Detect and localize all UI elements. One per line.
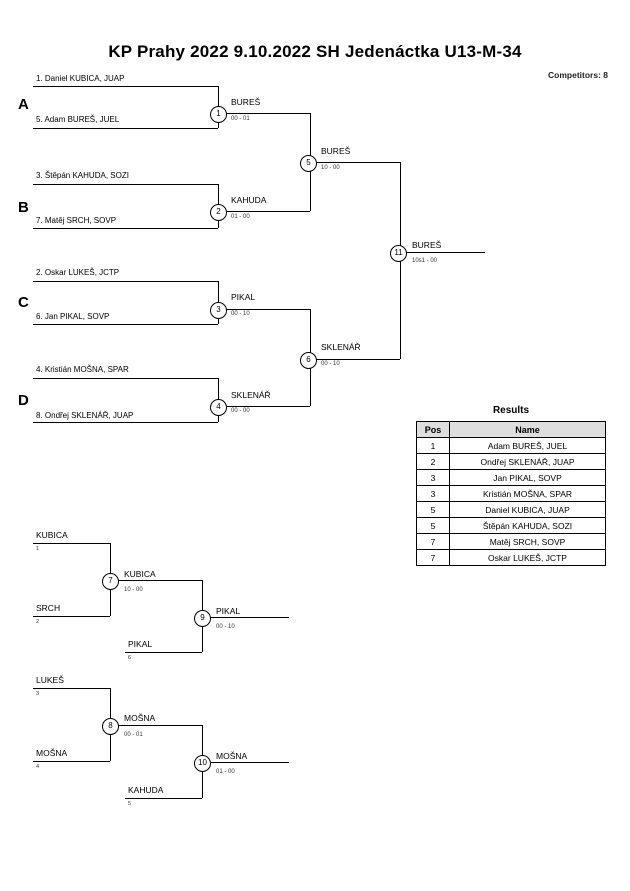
repechage-seed-6: 6 [128, 655, 132, 661]
bracket-line [33, 128, 218, 129]
match-winner-3: PIKAL [231, 292, 256, 302]
result-position: 7 [417, 550, 450, 566]
result-name: Daniel KUBICA, JUAP [450, 502, 606, 518]
match-node-8[interactable]: 8 [102, 718, 119, 735]
match-winner-11: BUREŠ [412, 240, 442, 250]
bracket-line [33, 543, 110, 544]
bracket-line [209, 762, 289, 763]
match-winner-1: BUREŠ [231, 97, 261, 107]
results-col-pos: Pos [417, 422, 450, 438]
bracket-line [33, 184, 218, 185]
match-node-7[interactable]: 7 [102, 573, 119, 590]
match-score-6: 00 - 10 [321, 361, 340, 367]
result-name: Adam BUREŠ, JUEL [450, 438, 606, 454]
match-score-5: 10 - 00 [321, 165, 340, 171]
result-position: 2 [417, 454, 450, 470]
bracket-line [33, 86, 218, 87]
match-node-3[interactable]: 3 [210, 302, 227, 319]
entry-4: 4. Kristián MOŠNA, SPAR [36, 365, 129, 374]
repechage-entry-srch: SRCH [36, 603, 61, 613]
repechage-entry-lukes: LUKEŠ [36, 675, 64, 685]
repechage-seed-4: 4 [36, 764, 40, 770]
repechage-seed-3: 3 [36, 691, 40, 697]
match-score-2: 01 - 00 [231, 214, 250, 220]
entry-6: 6. Jan PIKAL, SOVP [36, 312, 110, 321]
result-name: Jan PIKAL, SOVP [450, 470, 606, 486]
bracket-line [315, 359, 400, 360]
table-row [417, 438, 606, 454]
bracket-line [33, 616, 110, 617]
bracket-line [117, 725, 202, 726]
match-score-11: 10s1 - 00 [412, 258, 438, 264]
bracket-line [405, 252, 485, 253]
group-label-c: C [18, 294, 29, 311]
match-score-8: 00 - 01 [124, 732, 143, 738]
match-winner-4: SKLENÁŘ [231, 390, 271, 400]
competitors-count: Competitors: 8 [548, 70, 608, 80]
bracket-line [33, 324, 218, 325]
group-label-a: A [18, 96, 29, 113]
match-node-9[interactable]: 9 [194, 610, 211, 627]
bracket-line [33, 281, 218, 282]
results-col-name: Name [450, 422, 606, 438]
result-name: Ondřej SKLENÁŘ, JUAP [450, 454, 606, 470]
bracket-line [225, 309, 310, 310]
repechage-entry-kahuda: KAHUDA [128, 785, 164, 795]
repechage-entry-mosna: MOŠNA [36, 748, 68, 758]
results-panel [416, 405, 606, 566]
result-name: Matěj SRCH, SOVP [450, 534, 606, 550]
match-winner-8: MOŠNA [124, 713, 156, 723]
bracket-line [225, 406, 310, 407]
group-label-b: B [18, 199, 29, 216]
match-node-6[interactable]: 6 [300, 352, 317, 369]
result-name: Štěpán KAHUDA, SOZI [450, 518, 606, 534]
match-winner-7: KUBICA [124, 569, 156, 579]
result-position: 3 [417, 486, 450, 502]
table-row [417, 454, 606, 470]
results-title: Results [492, 405, 530, 416]
table-row [417, 502, 606, 518]
table-row [417, 550, 606, 566]
bracket-line [33, 228, 218, 229]
bracket-line [33, 688, 110, 689]
table-row [417, 470, 606, 486]
result-position: 7 [417, 534, 450, 550]
bracket-line [125, 652, 202, 653]
match-node-5[interactable]: 5 [300, 155, 317, 172]
match-score-10: 01 - 00 [216, 769, 235, 775]
table-row [417, 486, 606, 502]
repechage-seed-5: 5 [128, 801, 132, 807]
table-row [417, 518, 606, 534]
match-node-2[interactable]: 2 [210, 204, 227, 221]
group-label-d: D [18, 392, 29, 409]
table-row [417, 534, 606, 550]
entry-8: 8. Ondřej SKLENÁŘ, JUAP [36, 411, 134, 420]
bracket-line [209, 617, 289, 618]
bracket-line [117, 580, 202, 581]
entry-5: 5. Adam BUREŠ, JUEL [36, 115, 120, 124]
match-node-11[interactable]: 11 [390, 245, 407, 262]
entry-3: 3. Štěpán KAHUDA, SOZI [36, 171, 129, 180]
match-score-4: 00 - 00 [231, 408, 250, 414]
bracket-line [125, 798, 202, 799]
results-header-row [417, 422, 606, 438]
page-title: KP Prahy 2022 9.10.2022 SH Jedenáctka U13-M-34 [108, 42, 522, 61]
repechage-entry-pikal: PIKAL [128, 639, 153, 649]
result-position: 5 [417, 518, 450, 534]
match-score-7: 10 - 00 [124, 587, 143, 593]
bracket-line [33, 378, 218, 379]
repechage-entry-kubica: KUBICA [36, 530, 68, 540]
repechage-seed-1: 1 [36, 546, 40, 552]
bracket-line [225, 211, 310, 212]
match-score-9: 00 - 10 [216, 624, 235, 630]
match-node-1[interactable]: 1 [210, 106, 227, 123]
match-score-1: 00 - 01 [231, 116, 250, 122]
match-score-3: 00 - 10 [231, 311, 250, 317]
match-winner-6: SKLENÁŘ [321, 342, 361, 352]
match-node-4[interactable]: 4 [210, 399, 227, 416]
match-winner-10: MOŠNA [216, 751, 248, 761]
match-node-10[interactable]: 10 [194, 755, 211, 772]
bracket-line [225, 113, 310, 114]
match-winner-9: PIKAL [216, 606, 241, 616]
result-name: Kristián MOŠNA, SPAR [450, 486, 606, 502]
results-table [416, 421, 606, 566]
match-winner-5: BUREŠ [321, 146, 351, 156]
bracket-line [33, 422, 218, 423]
entry-1: 1. Daniel KUBICA, JUAP [36, 74, 125, 83]
match-winner-2: KAHUDA [231, 195, 267, 205]
result-position: 5 [417, 502, 450, 518]
entry-2: 2. Oskar LUKEŠ, JCTP [36, 268, 120, 277]
bracket-line [315, 162, 400, 163]
result-position: 3 [417, 470, 450, 486]
result-position: 1 [417, 438, 450, 454]
entry-7: 7. Matěj SRCH, SOVP [36, 216, 117, 225]
bracket-line [33, 761, 110, 762]
repechage-seed-2: 2 [36, 619, 40, 625]
result-name: Oskar LUKEŠ, JCTP [450, 550, 606, 566]
